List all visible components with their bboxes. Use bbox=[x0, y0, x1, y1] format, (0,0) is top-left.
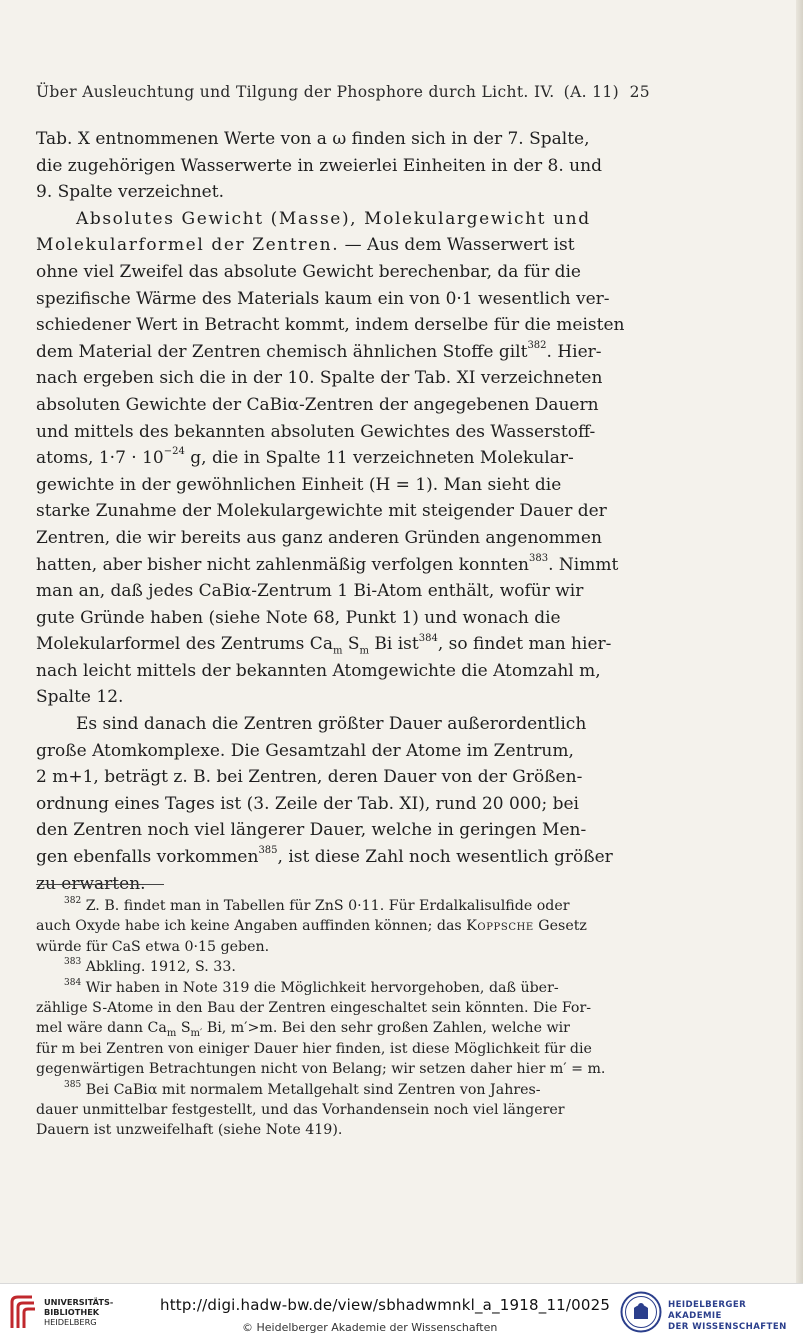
footnote-384: $^{384}$ Wir haben in Note 319 die Möglichkeit hervorgehoben, daß über- bbox=[64, 977, 559, 996]
section-heading: Absolutes Gewicht (Masse), Molekulargewicht und bbox=[76, 208, 591, 229]
text-line: ohne viel Zweifel das absolute Gewicht berechenbar, da für die bbox=[36, 261, 581, 282]
text-line: dem Material der Zentren chemisch ähnlichen Stoffe gilt$^{382}$. Hier- bbox=[36, 340, 602, 362]
text-line: gen ebenfalls vorkommen$^{385}$, ist diese Zahl noch wesentlich größer bbox=[36, 845, 613, 868]
author-name: Koppsche bbox=[466, 918, 534, 935]
footnote-385: $^{385}$ Bei CaBiα mit normalem Metallgehalt sind Zentren von Jahres- bbox=[64, 1079, 541, 1098]
footnote-marker: 384 bbox=[64, 977, 82, 988]
footnote-marker: 385 bbox=[64, 1079, 82, 1090]
footnote-line: für m bei Zentren von einiger Dauer hier finden, ist diese Möglichkeit für die bbox=[36, 1040, 592, 1057]
section-heading-line bbox=[36, 206, 646, 233]
footnote-line: auch Oxyde habe ich keine Angaben auffinden können; das Koppsche Gesetz bbox=[36, 918, 587, 935]
university-library-name: UNIVERSITÄTS- BIBLIOTHEK HEIDELBERG bbox=[44, 1297, 114, 1327]
text-line: starke Zunahme der Molekulargewichte mit steigender Dauer der bbox=[36, 501, 607, 522]
academy-name: HEIDELBERGER AKADEMIE DER WISSENSCHAFTEN bbox=[668, 1300, 787, 1332]
running-head bbox=[36, 83, 650, 101]
text-line: ordnung eines Tages ist (3. Zeile der Tab. XI), rund 20 000; bei bbox=[36, 793, 579, 814]
permalink-url[interactable]: http://digi.hadw-bw.de/view/sbhadwmnkl_a_1918_11/0025 bbox=[160, 1296, 611, 1314]
running-head-right bbox=[564, 83, 650, 101]
text-line: 9. Spalte verzeichnet. bbox=[36, 182, 224, 203]
footnote-ref[interactable]: 385 bbox=[258, 845, 278, 857]
footnote-ref[interactable]: 383 bbox=[529, 552, 549, 564]
text-line: Molekularformel der Zentren. — Aus dem Wasserwert ist bbox=[36, 235, 575, 256]
text-line: die zugehörigen Wasserwerte in zweierlei Einheiten in der 8. und bbox=[36, 155, 602, 176]
page-number: 25 bbox=[629, 83, 650, 101]
footnote-marker: 383 bbox=[64, 957, 82, 968]
text-line: Zentren, die wir bereits aus ganz anderen Gründen angenommen bbox=[36, 527, 602, 548]
footnote-ref[interactable]: 382 bbox=[527, 340, 547, 352]
text-line: 2 m+1, beträgt z. B. bei Zentren, deren Dauer von der Größen- bbox=[36, 767, 583, 788]
copyright-notice: © Heidelberger Akademie der Wissenschaften bbox=[242, 1321, 498, 1334]
footnote-marker: 382 bbox=[64, 896, 82, 907]
text-line: Molekularformel des Zentrums $Ca_m$ $S_m$ Bi ist$^{384}$, so findet man hier- bbox=[36, 632, 612, 657]
page-edge bbox=[796, 0, 803, 1283]
text-line: man an, daß jedes CaBiα-Zentrum 1 Bi-Atom enthält, wofür wir bbox=[36, 581, 584, 602]
text-line: zu erwarten. bbox=[36, 873, 146, 894]
text-line: schiedener Wert in Betracht kommt, indem derselbe für die meisten bbox=[36, 315, 625, 336]
footnote-line: gegenwärtigen Betrachtungen nicht von Belang; wir setzen daher hier m′ = m. bbox=[36, 1061, 606, 1078]
text-line: spezifische Wärme des Materials kaum ein von 0·1 wesentlich ver- bbox=[36, 288, 610, 309]
running-head-section: (A. 11) bbox=[563, 83, 619, 101]
text-line: Es sind danach die Zentren größter Dauer außerordentlich bbox=[76, 714, 587, 735]
footnote-line: Dauern ist unzweifelhaft (siehe Note 419). bbox=[36, 1122, 343, 1139]
section-heading-end: Molekularformel der Zentren. bbox=[36, 235, 340, 256]
footnote-line: zählige S-Atome in den Bau der Zentren eingeschaltet sein könnten. Die For- bbox=[36, 999, 592, 1016]
text-line: große Atomkomplexe. Die Gesamtzahl der Atome im Zentrum, bbox=[36, 740, 574, 761]
footnote-rule bbox=[36, 884, 164, 885]
text-line: atoms, 1·7 · 10$^{-24}$ g, die in Spalte 11 verzeichneten Molekular- bbox=[36, 446, 574, 469]
footnotes bbox=[36, 896, 648, 1141]
text-line: gewichte in der gewöhnlichen Einheit (H = 1). Man sieht die bbox=[36, 474, 562, 495]
footnote-382: $^{382}$ Z. B. findet man in Tabellen für ZnS 0·11. Für Erdalkalisulfide oder bbox=[64, 896, 570, 914]
footnote-line: würde für CaS etwa 0·15 geben. bbox=[36, 938, 270, 955]
footnote-line: dauer unmittelbar festgestellt, und das Vorhandensein noch viel längerer bbox=[36, 1101, 565, 1118]
text-line: absoluten Gewichte der CaBiα-Zentren der angegebenen Dauern bbox=[36, 394, 599, 415]
footnote-line: mel wäre dann $Ca_m$ $S_{m'}$ Bi, m′>m. Bei den sehr großen Zahlen, welche wir bbox=[36, 1020, 570, 1040]
viewer-footer bbox=[0, 1283, 803, 1340]
academy-seal-icon[interactable] bbox=[620, 1291, 662, 1333]
text-line: den Zentren noch viel längerer Dauer, welche in geringen Men- bbox=[36, 820, 587, 841]
footnote-ref[interactable]: 384 bbox=[418, 632, 438, 644]
text-line: nach ergeben sich die in der 10. Spalte der Tab. XI verzeichneten bbox=[36, 368, 603, 389]
text-line: Tab. X entnommenen Werte von a ω finden sich in der 7. Spalte, bbox=[36, 129, 590, 149]
text-line: hatten, aber bisher nicht zahlenmäßig verfolgen konnten$^{383}$. Nimmt bbox=[36, 552, 619, 575]
body-text bbox=[36, 126, 646, 897]
exponent: −24 bbox=[163, 446, 185, 458]
footnote-383: $^{383}$ Abkling. 1912, S. 33. bbox=[64, 957, 236, 976]
text-line: nach leicht mittels der bekannten Atomgewichte die Atomzahl m, bbox=[36, 660, 601, 681]
running-head-title: Über Ausleuchtung und Tilgung der Phosphore durch Licht. IV. bbox=[36, 83, 555, 101]
university-library-logo-icon[interactable] bbox=[8, 1294, 38, 1330]
text-line: Spalte 12. bbox=[36, 687, 124, 708]
text-line: gute Gründe haben (siehe Note 68, Punkt 1) und wonach die bbox=[36, 607, 561, 628]
text-line: und mittels des bekannten absoluten Gewichtes des Wasserstoff- bbox=[36, 421, 596, 442]
